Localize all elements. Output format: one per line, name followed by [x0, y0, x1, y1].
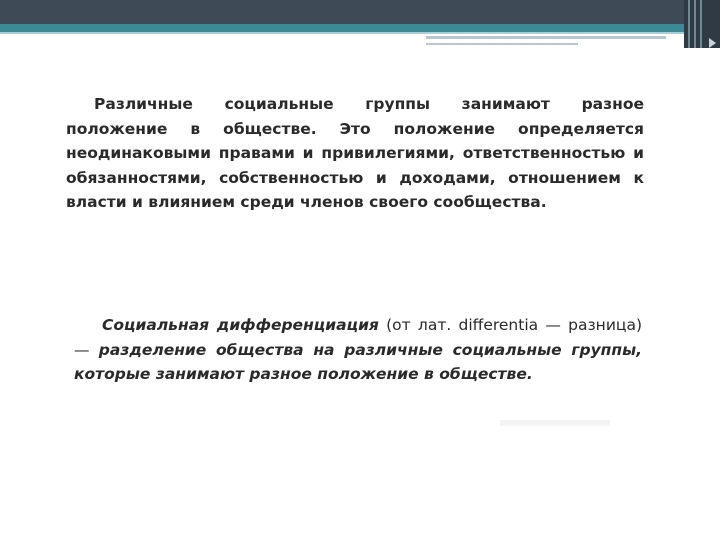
- definition-term: Социальная дифференциация: [102, 316, 379, 334]
- definition-paragraph: [74, 313, 642, 387]
- faint-mark: [500, 420, 610, 426]
- slide-accent-band: [0, 24, 720, 32]
- definition-text: разделение общества на различные социальные группы, которые занимают разное положение в обществе.: [74, 340, 642, 383]
- corner-stripe: [700, 0, 702, 48]
- triangle-marker-icon: [709, 38, 716, 48]
- decorative-line: [426, 43, 578, 45]
- definition-origin: (от лат. differentia — разница) —: [74, 316, 642, 359]
- slide-heading: [296, 70, 446, 82]
- slide-top-banner: [0, 0, 720, 24]
- corner-stripe: [688, 0, 690, 48]
- corner-stripe: [694, 0, 696, 48]
- slide-accent-line: [0, 32, 720, 34]
- decorative-line: [426, 36, 666, 39]
- body-paragraph: Различные социальные группы занимают разное положение в обществе. Это положение определяется неодинаковыми правами и привилегиями, ответственностью и обязанностями, собственностью и доходами, отношением к власти и влиянием среди членов своего сообщества.: [66, 95, 644, 211]
